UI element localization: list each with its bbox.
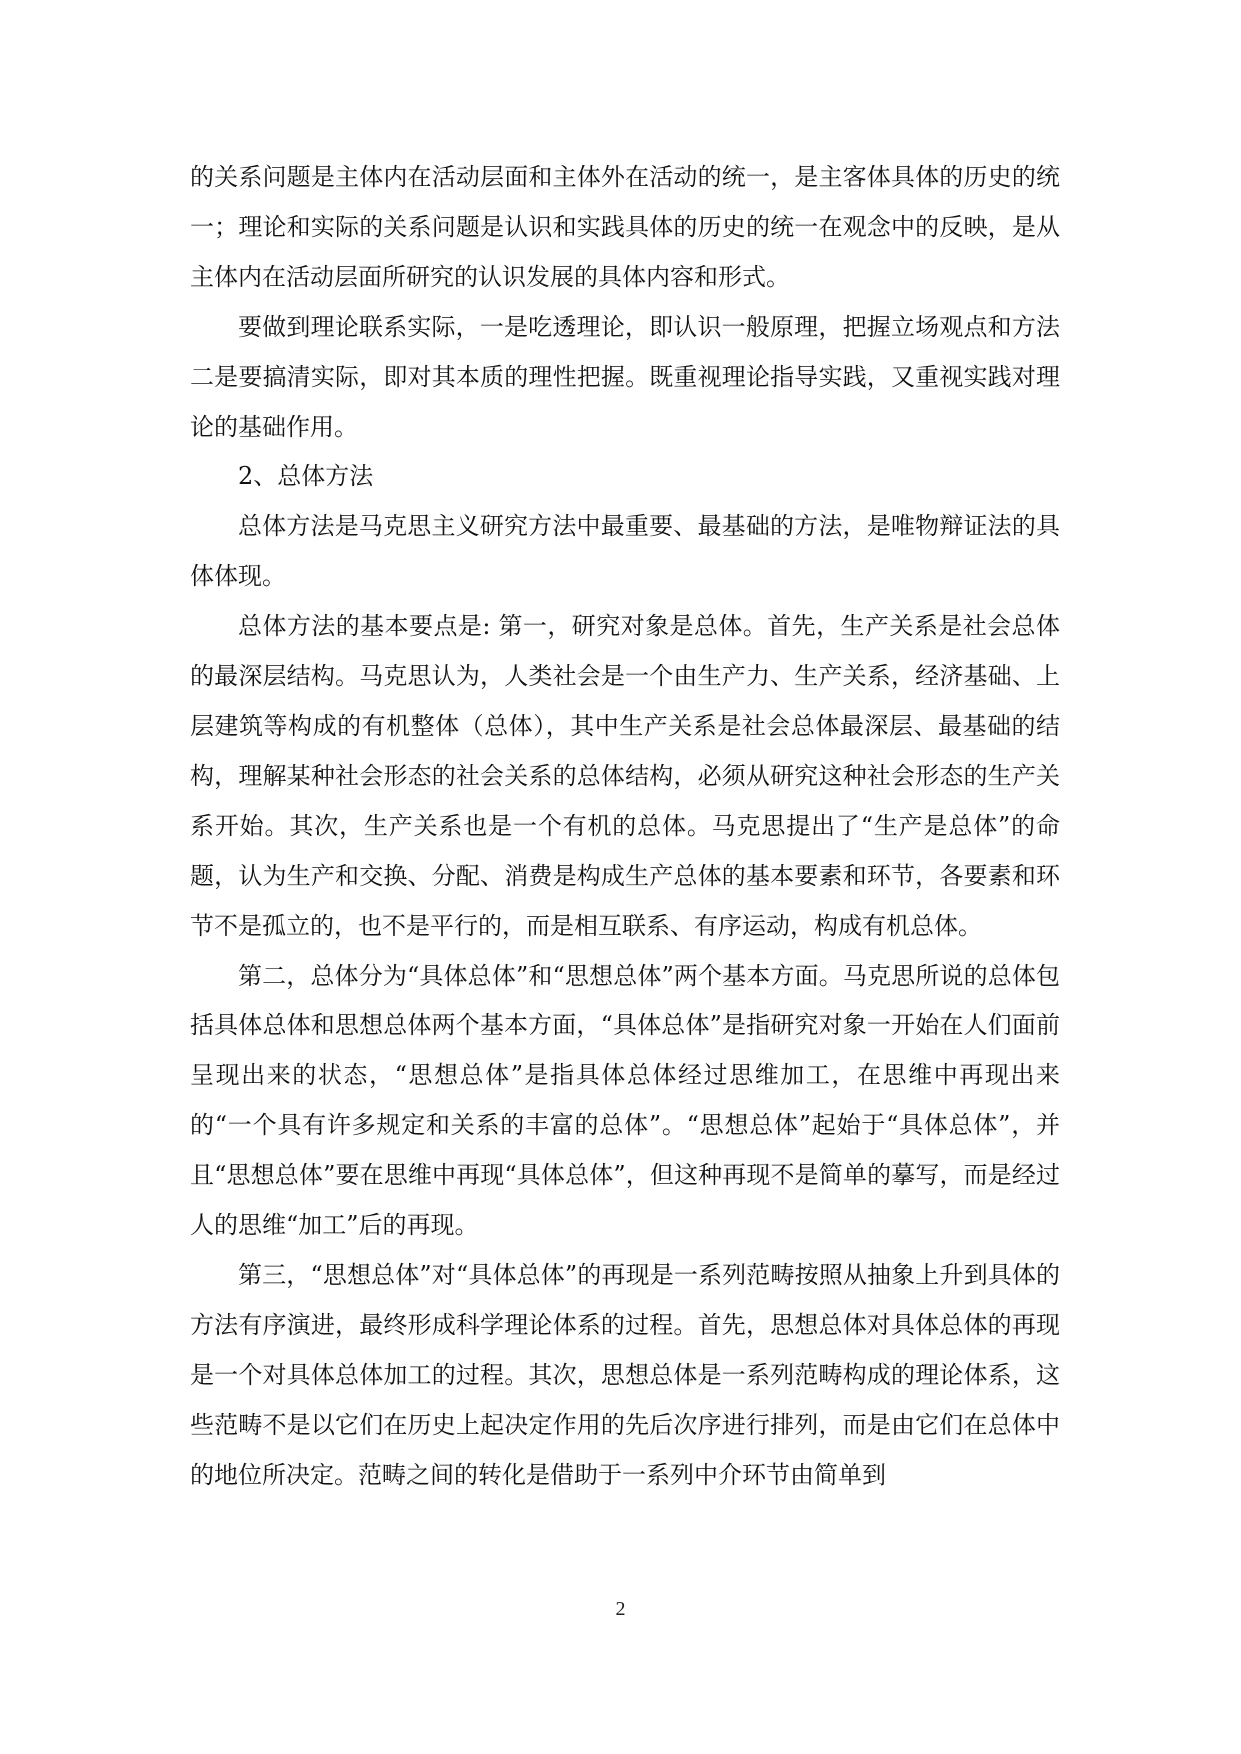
page-number: 2 — [615, 1598, 626, 1620]
paragraph: 第二，总体分为“具体总体”和“思想总体”两个基本方面。马克思所说的总体包括具体总体和思想总体两个基本方面，“具体总体”是指研究对象一开始在人们面前呈现出来的状态，“思想总体”是指具体总体经过思维加工，在思维中再现出来的“一个具有许多规定和关系的丰富的总体”。“思想总体”起始于“具体总体”，并且“思想总体”要在思维中再现“具体总体”，但这种再现不是简单的摹写，而是经过人的思维“加工”后的再现。 — [190, 961, 1060, 1240]
paragraph: 总体方法的基本要点是: 第一，研究对象是总体。首先，生产关系是社会总体的最深层结构。马克思认为，人类社会是一个由生产力、生产关系，经济基础、上层建筑等构成的有机整体（总体），其中生产关系是社会总体最深层、最基础的结构，理解某种社会形态的社会关系的总体结构，必须从研究这种社会形态的生产关系开始。其次，生产关系也是一个有机的总体。马克思提出了“生产是总体”的命题，认为生产和交换、分配、消费是构成生产总体的基本要素和环节，各要素和环节不是孤立的，也不是平行的，而是相互联系、有序运动，构成有机总体。 — [190, 612, 1060, 940]
paragraph: 要做到理论联系实际，一是吃透理论，即认识一般原理，把握立场观点和方法 二是要搞清实际，即对其本质的理性把握。既重视理论指导实践，又重视实践对理论的基础作用。 — [190, 312, 1060, 441]
section-heading: 2、总体方法 — [238, 462, 374, 491]
document-body — [190, 153, 1060, 1500]
paragraph: 第三，“思想总体”对“具体总体”的再现是一系列范畴按照从抽象上升到具体的方法有序演进，最终形成科学理论体系的过程。首先，思想总体对具体总体的再现是一个对具体总体加工的过程。其次，思想总体是一系列范畴构成的理论体系，这些范畴不是以它们在历史上起决定作用的先后次序进行排列，而是由它们在总体中的地位所决定。范畴之间的转化是借助于一系列中介环节由简单到 — [190, 1260, 1060, 1489]
paragraph: 总体方法是马克思主义研究方法中最重要、最基础的方法，是唯物辩证法的具体体现。 — [190, 512, 1060, 591]
paragraph-continued: 的关系问题是主体内在活动层面和主体外在活动的统一，是主客体具体的历史的统一；理论和实际的关系问题是认识和实践具体的历史的统一在观念中的反映，是从主体内在活动层面所研究的认识发展的具体内容和形式。 — [190, 163, 1060, 291]
